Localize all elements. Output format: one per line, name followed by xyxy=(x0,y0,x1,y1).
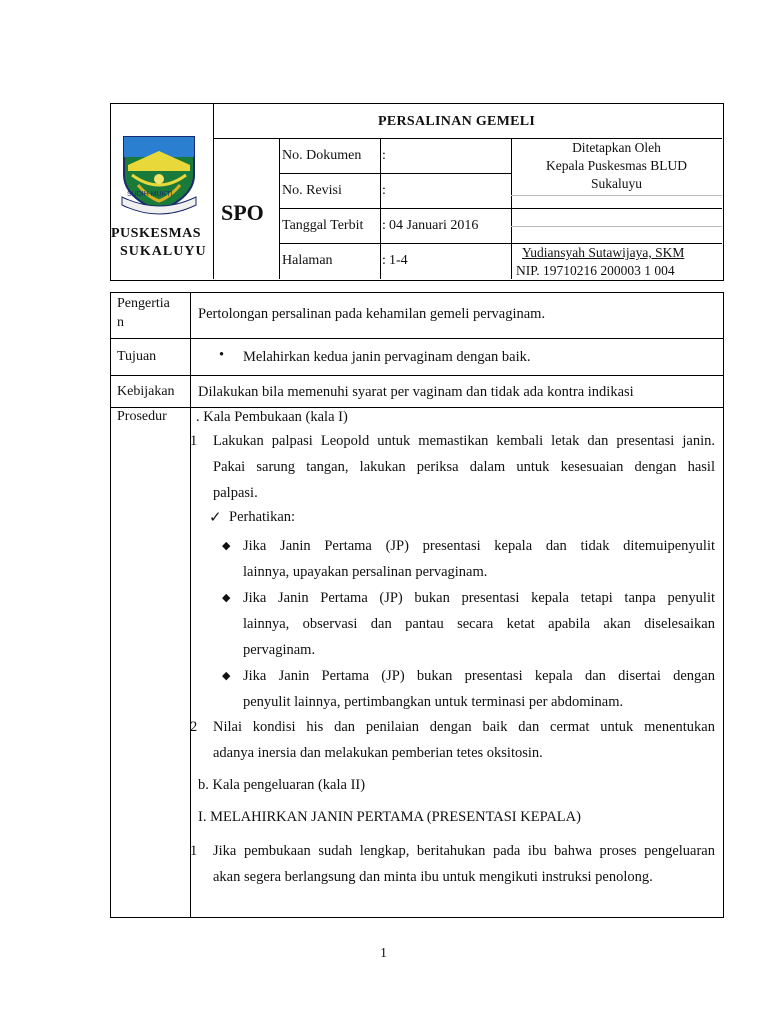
regency-emblem-logo xyxy=(118,135,200,215)
row-label-definition-wrap: n xyxy=(117,315,124,330)
step-text-line: adanya inersia dan melakukan pemberian tetes oksitosin. xyxy=(213,745,543,761)
step-number: 1 xyxy=(190,843,198,859)
field-label-page: Halaman xyxy=(282,253,333,268)
signer-name: Yudiansyah Sutawijaya, SKM xyxy=(522,245,685,260)
diamond-bullet-icon: ◆ xyxy=(222,670,231,682)
policy-text: Dilakukan bila memenuhi syarat per vaginam dan tidak ada kontra indikasi xyxy=(198,384,634,400)
institution-location: SUKALUYU xyxy=(120,244,207,259)
note-text-line: Jika Janin Pertama (JP) presentasi kepala dan tidak ditemuipenyulit xyxy=(243,538,715,554)
note-text-line: Jika Janin Pertama (JP) bukan presentasi kepala dan disertai dengan xyxy=(243,668,715,684)
row-label-policy: Kebijakan xyxy=(117,384,175,399)
field-separator: : xyxy=(382,253,386,268)
divider xyxy=(511,226,722,227)
approver-title: Kepala Puskesmas BLUD xyxy=(546,158,687,173)
diamond-bullet-icon: ◆ xyxy=(222,540,231,552)
step-text-line: Nilai kondisi his dan penilaian dengan baik dan cermat untuk menentukan xyxy=(213,719,715,735)
divider xyxy=(279,243,722,244)
page-number: 1 xyxy=(380,946,387,961)
field-label-issue-date: Tanggal Terbit xyxy=(282,218,364,233)
definition-text: Pertolongan persalinan pada kehamilan gemeli pervaginam. xyxy=(198,306,546,322)
note-text-line: pervaginam. xyxy=(243,642,316,658)
objective-text: Melahirkan kedua janin pervaginam dengan baik. xyxy=(243,349,531,365)
stage-heading-kala-1: . Kala Pembukaan (kala I) xyxy=(196,409,348,425)
step-number: 2 xyxy=(190,719,198,735)
diamond-bullet-icon: ◆ xyxy=(222,592,231,604)
bullet-icon: • xyxy=(219,347,225,363)
step-text-line: Lakukan palpasi Leopold untuk memastikan kembali letak dan presentasi janin. xyxy=(213,433,715,449)
institution-name: PUSKESMAS xyxy=(111,226,202,241)
section-heading: I. MELAHIRKAN JANIN PERTAMA (PRESENTASI KEPALA) xyxy=(198,809,581,825)
note-text-line: lainnya, observasi dan pantau secara ketat apabila akan diselesaikan xyxy=(243,616,715,632)
stage-heading-kala-2: b. Kala pengeluaran (kala II) xyxy=(198,777,366,793)
field-label-doc-number: No. Dokumen xyxy=(282,148,362,163)
approved-by-label: Ditetapkan Oleh xyxy=(572,140,661,155)
step-text-line: Pakai sarung tangan, lakukan periksa dalam untuk kesesuaian dengan hasil xyxy=(213,459,715,475)
step-text-line: akan segera berlangsung dan minta ibu untuk mengikuti instruksi penolong. xyxy=(213,869,653,885)
divider xyxy=(110,375,723,376)
step-text-line: Jika pembukaan sudah lengkap, beritahukan pada ibu bahwa proses pengeluaran xyxy=(213,843,715,859)
logo-ribbon-text: SUDIH MUKTI xyxy=(127,191,173,198)
note-text-line: penyulit lainnya, pertimbangkan untuk terminasi per abdominam. xyxy=(243,694,624,710)
divider xyxy=(110,407,723,408)
field-separator: : xyxy=(382,183,386,198)
divider xyxy=(279,208,722,209)
field-label-revision: No. Revisi xyxy=(282,183,342,198)
row-label-objective: Tujuan xyxy=(117,349,157,364)
signer-nip: NIP. 19710216 200003 1 004 xyxy=(516,263,675,278)
divider xyxy=(213,103,214,279)
divider xyxy=(279,173,511,174)
approver-unit: Sukaluyu xyxy=(590,176,642,191)
field-value-issue-date: 04 Januari 2016 xyxy=(389,218,479,233)
note-text-line: lainnya, upayakan persalinan pervaginam. xyxy=(243,564,488,580)
document-title: PERSALINAN GEMELI xyxy=(378,114,536,129)
note-text-line: Jika Janin Pertama (JP) bukan presentasi kepala tetapi tanpa penyulit xyxy=(243,590,715,606)
field-separator: : xyxy=(382,148,386,163)
field-separator: : xyxy=(382,218,386,233)
row-label-procedure: Prosedur xyxy=(117,409,167,424)
spo-label: SPO xyxy=(221,200,264,225)
divider xyxy=(511,195,722,196)
divider xyxy=(213,138,722,139)
divider xyxy=(110,338,723,339)
divider xyxy=(190,292,191,917)
checkmark-icon: ✓ xyxy=(209,510,222,526)
step-number: 1 xyxy=(190,433,198,449)
row-label-definition: Pengertia xyxy=(117,296,170,311)
attention-label: Perhatikan: xyxy=(229,509,296,525)
field-value-page: 1-4 xyxy=(389,253,408,268)
step-text-line: palpasi. xyxy=(213,485,258,501)
